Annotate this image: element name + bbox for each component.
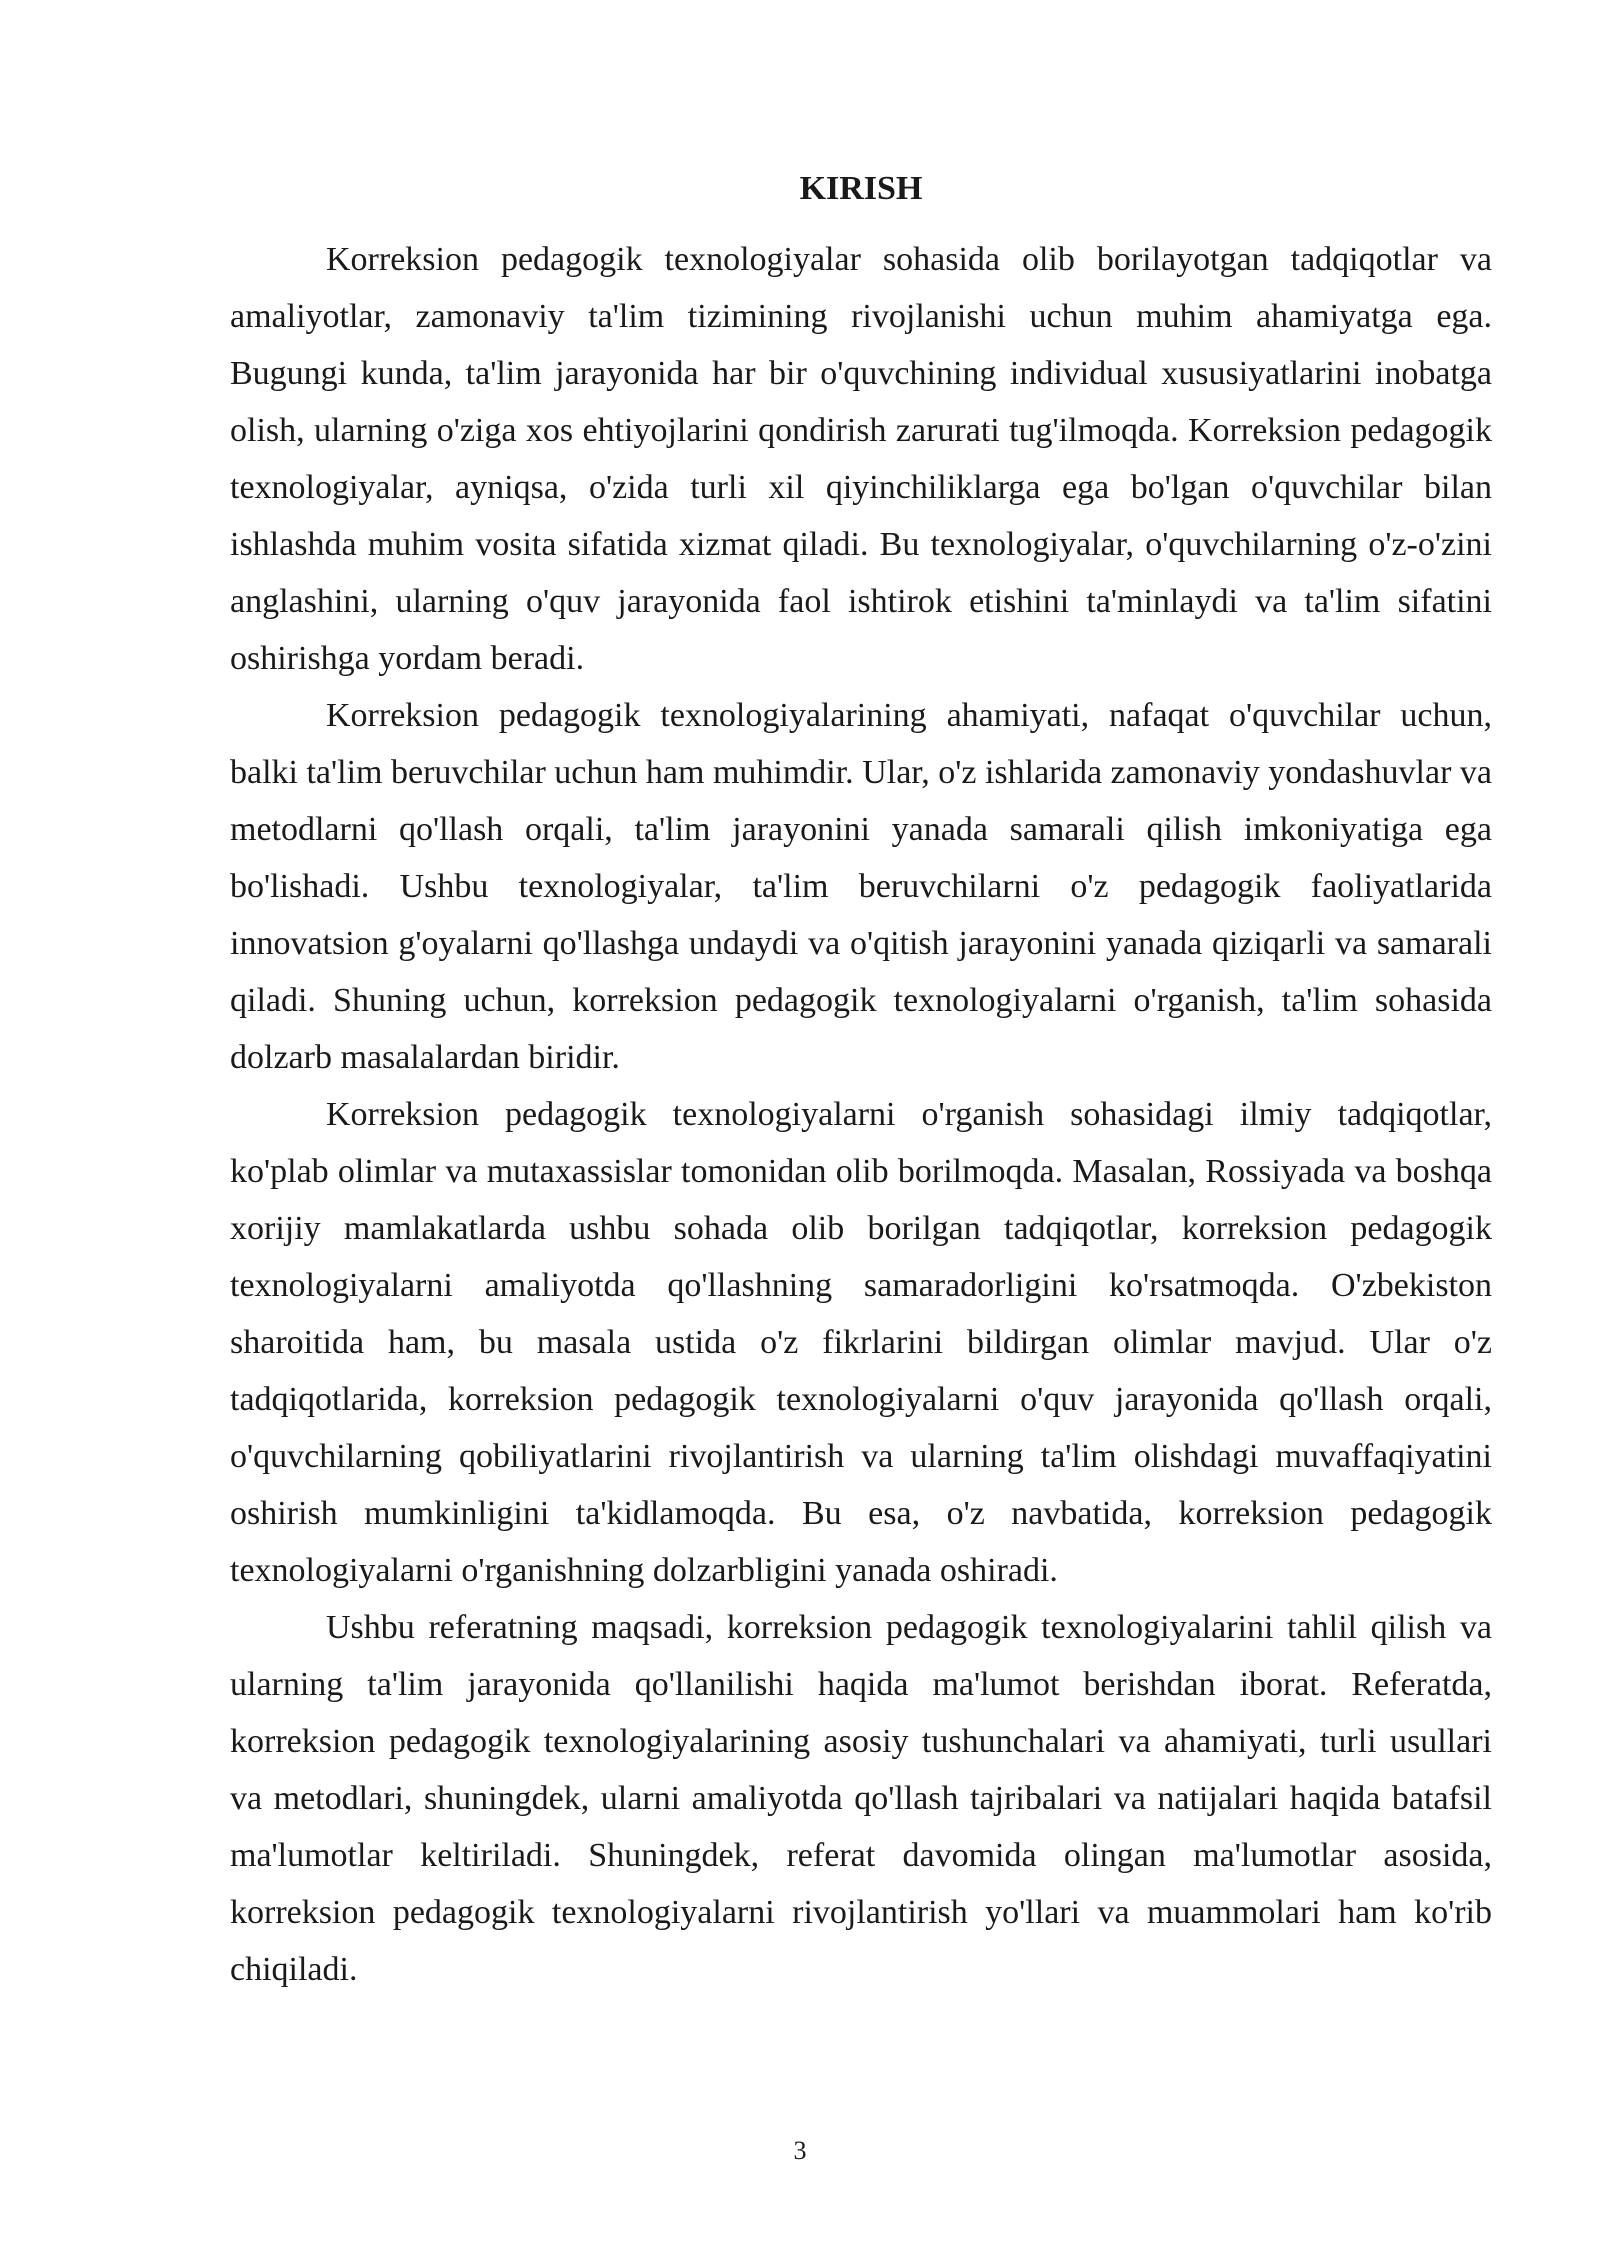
paragraph-2: Korreksion pedagogik texnologiyalarining ahamiyati, nafaqat o'quvchilar uchun, balki ta'lim beruvchilar uchun ham muhimdir. Ular, o'z ishlarida zamonaviy yondashuvlar va metodlarni qo'llash orqali, ta'lim jarayonini yanada samarali qilish imkoniyatiga ega bo'lishadi. Ushbu texnologiyalar, ta'lim beruvchilarni o'z pedagogik faoliyatlarida innovatsion g'oyalarni qo'llashga undaydi va o'qitish jarayonini yanada qiziqarli va samarali qiladi. Shuning uchun, korreksion pedagogik texnologiyalarni o'rganish, ta'lim sohasida dolzarb masalalardan biridir. [230, 697, 1492, 1076]
paragraph-1: Korreksion pedagogik texnologiyalar sohasida olib borilayotgan tadqiqotlar va amaliyotlar, zamonaviy ta'lim tizimining rivojlanishi uchun muhim ahamiyatga ega. Bugungi kunda, ta'lim jarayonida har bir o'quvchining individual xususiyatlarini inobatga olish, ularning o'ziga xos ehtiyojlarini qondirish zarurati tug'ilmoqda. Korreksion pedagogik texnologiyalar, ayniqsa, o'zida turli xil qiyinchiliklarga ega bo'lgan o'quvchilar bilan ishlashda muhim vosita sifatida xizmat qiladi. Bu texnologiyalar, o'quvchilarning o'z-o'zini anglashini, ularning o'quv jarayonida faol ishtirok etishini ta'minlaydi va ta'lim sifatini oshirishga yordam beradi. [230, 241, 1492, 677]
page-title: KIRISH [799, 170, 923, 207]
paragraph-3: Korreksion pedagogik texnologiyalarni o'rganish sohasidagi ilmiy tadqiqotlar, ko'plab olimlar va mutaxassislar tomonidan olib borilmoqda. Masalan, Rossiyada va boshqa xorijiy mamlakatlarda ushbu sohada olib borilgan tadqiqotlar, korreksion pedagogik texnologiyalarni amaliyotda qo'llashning samaradorligini ko'rsatmoqda. O'zbekiston sharoitida ham, bu masala ustida o'z fikrlarini bildirgan olimlar mavjud. Ular o'z tadqiqotlarida, korreksion pedagogik texnologiyalarni o'quv jarayonida qo'llash orqali, o'quvchilarning qobiliyatlarini rivojlantirish va ularning ta'lim olishdagi muvaffaqiyatini oshirish mumkinligini ta'kidlamoqda. Bu esa, o'z navbatida, korreksion pedagogik texnologiyalarni o'rganishning dolzarbligini yanada oshiradi. [230, 1096, 1492, 1589]
paragraph-4: Ushbu referatning maqsadi, korreksion pedagogik texnologiyalarini tahlil qilish va ularning ta'lim jarayonida qo'llanilishi haqida ma'lumot berishdan iborat. Referatda, korreksion pedagogik texnologiyalarining asosiy tushunchalari va ahamiyati, turli usullari va metodlari, shuningdek, ularni amaliyotda qo'llash tajribalari va natijalari haqida batafsil ma'lumotlar keltiriladi. Shuningdek, referat davomida olingan ma'lumotlar asosida, korreksion pedagogik texnologiyalarni rivojlantirish yo'llari va muammolari ham ko'rib chiqiladi. [230, 1609, 1492, 1988]
page-number: 3 [793, 2136, 807, 2165]
page-content [230, 160, 1492, 1998]
